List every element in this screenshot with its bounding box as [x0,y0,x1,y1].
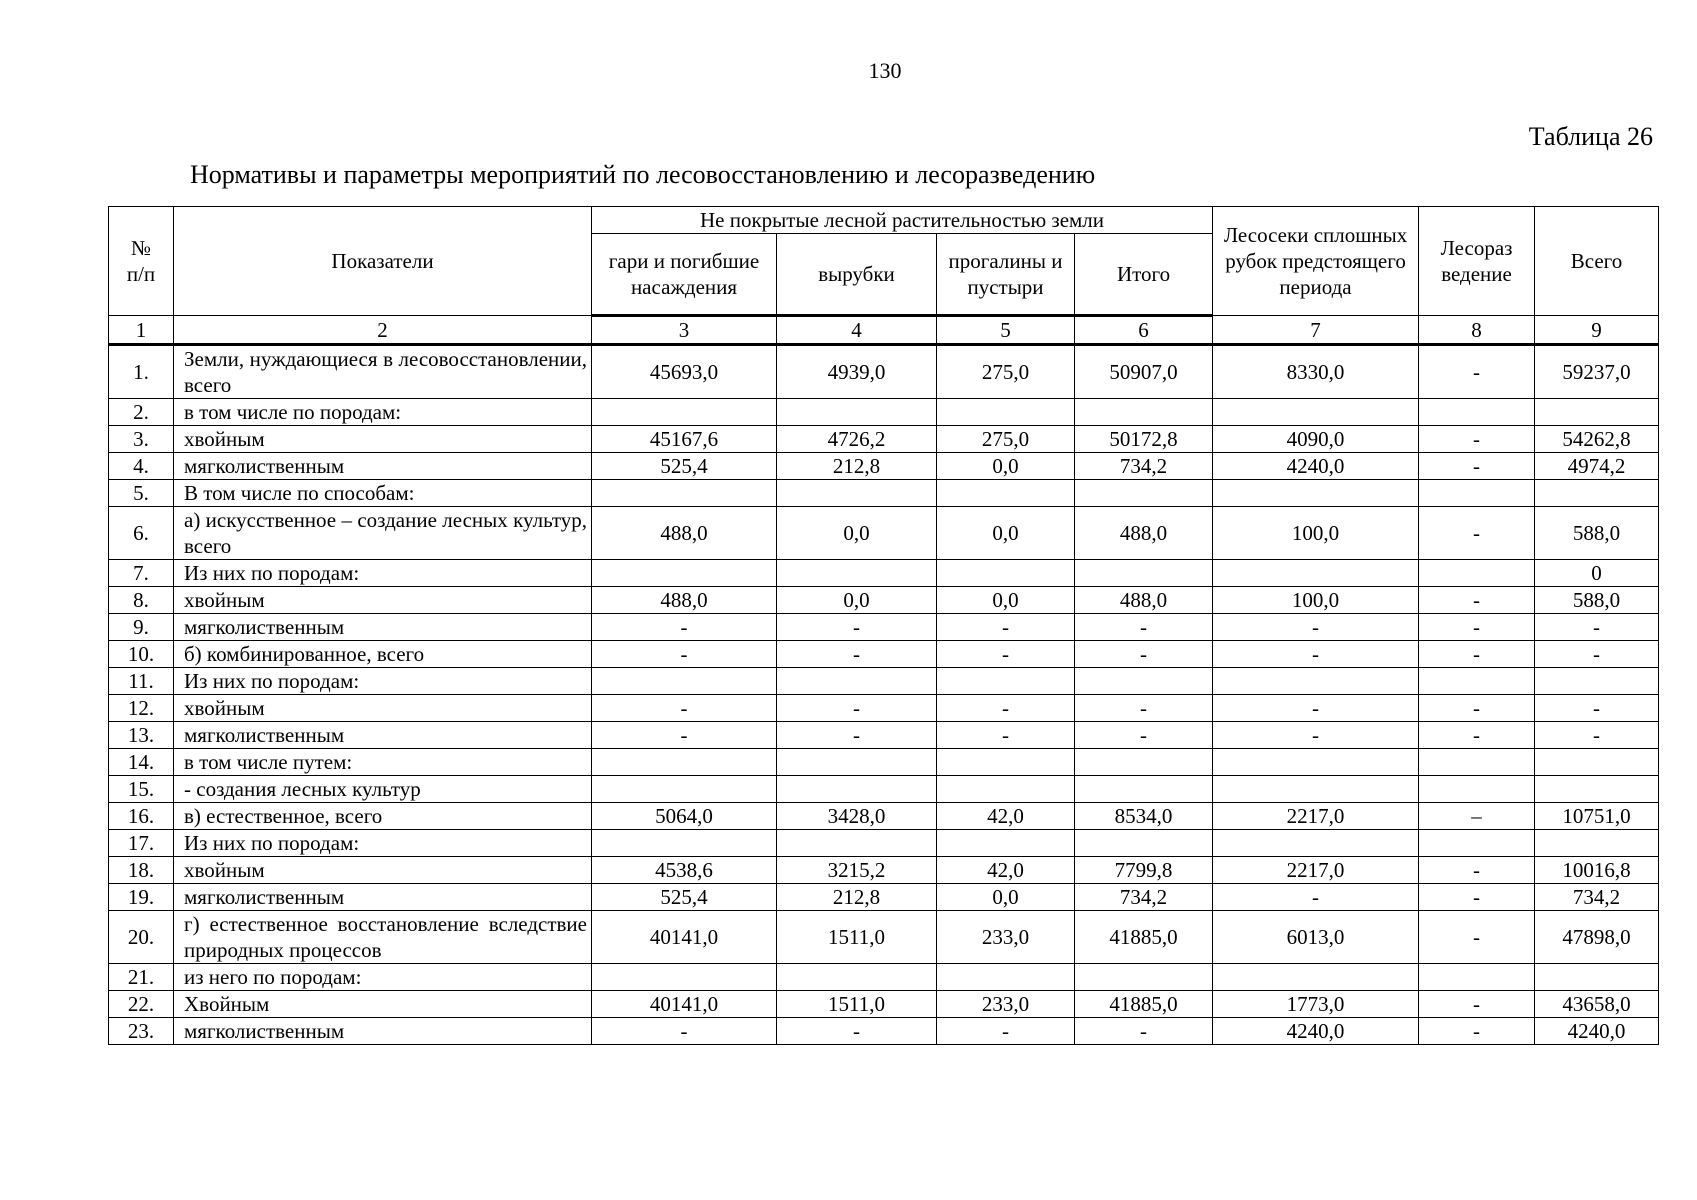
row-value: 275,0 [937,345,1075,399]
row-value: - [1535,641,1659,668]
row-value [1535,830,1659,857]
norms-table [108,206,1659,1045]
row-value: 588,0 [1535,507,1659,560]
header-col3: гари и погибшие насаждения [592,234,777,316]
table-row [109,776,1659,803]
table-row [109,884,1659,911]
row-indicator: в) естественное, всего [174,803,592,830]
row-value [1419,830,1535,857]
row-number: 21. [109,964,174,991]
table-label: Таблица 26 [1528,122,1653,151]
header-col5: прогалины и пустыри [937,234,1075,316]
row-value: 1511,0 [777,991,937,1018]
row-value: - [592,1018,777,1045]
row-indicator: г) естественное восстановление вследствие природных процессов [174,911,592,964]
row-value [937,830,1075,857]
row-value [777,560,937,587]
row-value: - [1075,641,1213,668]
table-body [109,316,1659,1045]
table-row [109,911,1659,964]
row-value [592,830,777,857]
row-value: - [777,614,937,641]
row-value [1213,749,1419,776]
row-value: - [937,695,1075,722]
row-value: 43658,0 [1535,991,1659,1018]
row-value: 488,0 [1075,587,1213,614]
row-indicator: Из них по породам: [174,830,592,857]
row-number: 22. [109,991,174,1018]
column-number: 4 [777,316,937,345]
header-col7: Лесосеки сплошных рубок предстоящего периода [1213,207,1419,316]
row-number: 2. [109,399,174,426]
row-value [1419,776,1535,803]
row-value [1075,749,1213,776]
row-value [777,399,937,426]
row-value: - [1213,641,1419,668]
row-value: - [592,695,777,722]
table-row [109,453,1659,480]
row-value: – [1419,803,1535,830]
table-row [109,857,1659,884]
row-value: - [937,722,1075,749]
row-number: 6. [109,507,174,560]
table-row [109,641,1659,668]
table-row [109,991,1659,1018]
row-value: 47898,0 [1535,911,1659,964]
header-col8: Лесораз ведение [1419,207,1535,316]
row-number: 8. [109,587,174,614]
row-value [937,668,1075,695]
row-value: 275,0 [937,426,1075,453]
row-indicator: - создания лесных культур [174,776,592,803]
row-number: 14. [109,749,174,776]
row-indicator: хвойным [174,426,592,453]
row-value [592,399,777,426]
row-value [1419,399,1535,426]
table-row [109,587,1659,614]
row-indicator: Хвойным [174,991,592,1018]
row-value: 0,0 [937,884,1075,911]
row-value: 3215,2 [777,857,937,884]
row-value [937,480,1075,507]
row-value: - [1419,587,1535,614]
row-value: 4974,2 [1535,453,1659,480]
row-value: - [1419,453,1535,480]
row-value: - [1419,857,1535,884]
row-value [592,776,777,803]
row-number: 3. [109,426,174,453]
row-value: 4240,0 [1213,1018,1419,1045]
row-value: 4726,2 [777,426,937,453]
row-indicator: Земли, нуждающиеся в лесовосстановлении, всего [174,345,592,399]
row-value [1419,560,1535,587]
row-value: - [1419,991,1535,1018]
row-number: 13. [109,722,174,749]
table-row [109,345,1659,399]
row-value [592,749,777,776]
row-value: 212,8 [777,884,937,911]
row-value: - [1419,911,1535,964]
row-value: - [1419,507,1535,560]
row-number: 15. [109,776,174,803]
row-value: 4538,6 [592,857,777,884]
row-value: - [1213,614,1419,641]
row-number: 9. [109,614,174,641]
row-value: - [592,641,777,668]
row-value: - [937,1018,1075,1045]
row-number: 23. [109,1018,174,1045]
row-value: - [777,695,937,722]
table-row [109,507,1659,560]
column-number: 5 [937,316,1075,345]
row-value [1075,480,1213,507]
row-value [592,964,777,991]
row-value: 2217,0 [1213,857,1419,884]
row-value [937,560,1075,587]
row-value: 8330,0 [1213,345,1419,399]
row-value: - [1213,722,1419,749]
row-value: - [1213,884,1419,911]
row-value: 0,0 [777,587,937,614]
column-number: 6 [1075,316,1213,345]
row-value [937,776,1075,803]
row-value [1419,480,1535,507]
row-value: 4939,0 [777,345,937,399]
row-value: 2217,0 [1213,803,1419,830]
row-value [777,749,937,776]
row-number: 20. [109,911,174,964]
row-indicator: мягколиственным [174,453,592,480]
row-indicator: мягколиственным [174,884,592,911]
row-value [1075,964,1213,991]
row-indicator: В том числе по способам: [174,480,592,507]
row-indicator: в том числе по породам: [174,399,592,426]
row-value: - [1535,614,1659,641]
row-indicator: мягколиственным [174,722,592,749]
row-value: - [1419,722,1535,749]
row-value: 100,0 [1213,587,1419,614]
row-value: - [1419,426,1535,453]
row-value: 488,0 [1075,507,1213,560]
row-value: - [592,722,777,749]
row-value: 0 [1535,560,1659,587]
row-number: 18. [109,857,174,884]
row-value: 50907,0 [1075,345,1213,399]
row-value: - [1075,695,1213,722]
header-col6: Итого [1075,234,1213,316]
row-value: 6013,0 [1213,911,1419,964]
row-value [1535,399,1659,426]
row-value: 4240,0 [1535,1018,1659,1045]
table-row [109,560,1659,587]
page-number: 130 [868,58,902,83]
row-value: - [777,722,937,749]
row-value: 8534,0 [1075,803,1213,830]
row-number: 16. [109,803,174,830]
table-row [109,399,1659,426]
row-value [1213,668,1419,695]
row-indicator: в том числе путем: [174,749,592,776]
row-value: - [1535,722,1659,749]
row-indicator: хвойным [174,587,592,614]
row-number: 7. [109,560,174,587]
row-number: 4. [109,453,174,480]
row-value: 45167,6 [592,426,777,453]
table-row [109,426,1659,453]
column-number: 3 [592,316,777,345]
row-number: 11. [109,668,174,695]
row-value [1535,964,1659,991]
row-value: 1511,0 [777,911,937,964]
row-number: 5. [109,480,174,507]
row-value [937,964,1075,991]
row-value [592,668,777,695]
row-indicator: Из них по породам: [174,668,592,695]
header-num: № п/п [109,207,174,316]
row-number: 17. [109,830,174,857]
row-value [777,668,937,695]
row-value: 40141,0 [592,991,777,1018]
row-indicator: мягколиственным [174,1018,592,1045]
row-value [1535,776,1659,803]
row-value: 100,0 [1213,507,1419,560]
table-row [109,695,1659,722]
row-value: 525,4 [592,453,777,480]
row-value: 4240,0 [1213,453,1419,480]
row-value: 0,0 [777,507,937,560]
row-value: - [1075,614,1213,641]
row-value: 54262,8 [1535,426,1659,453]
row-number: 1. [109,345,174,399]
row-value: - [1419,614,1535,641]
row-value [592,480,777,507]
column-number: 7 [1213,316,1419,345]
row-indicator: Из них по породам: [174,560,592,587]
row-value: 233,0 [937,991,1075,1018]
table-row [109,614,1659,641]
row-value: - [1419,884,1535,911]
row-value: 50172,8 [1075,426,1213,453]
row-value: 0,0 [937,587,1075,614]
row-value [937,399,1075,426]
row-value: 40141,0 [592,911,777,964]
row-value: 1773,0 [1213,991,1419,1018]
row-value: 59237,0 [1535,345,1659,399]
row-number: 19. [109,884,174,911]
row-value: 41885,0 [1075,991,1213,1018]
row-value: 5064,0 [592,803,777,830]
column-number: 9 [1535,316,1659,345]
table-row [109,722,1659,749]
table-row [109,480,1659,507]
row-value [1213,830,1419,857]
row-value [1075,399,1213,426]
row-indicator: из него по породам: [174,964,592,991]
row-value: 588,0 [1535,587,1659,614]
row-value [937,749,1075,776]
document-title: Нормативы и параметры мероприятий по лесовосстановлению и лесоразведению [190,160,1096,189]
row-value: - [1419,641,1535,668]
row-indicator: хвойным [174,695,592,722]
header-group-uncovered-land: Не покрытые лесной растительностью земли [592,207,1213,234]
row-value [1419,749,1535,776]
row-value [777,480,937,507]
table-row [109,668,1659,695]
row-value [1075,668,1213,695]
row-value: 41885,0 [1075,911,1213,964]
row-value [777,964,937,991]
row-value: 734,2 [1075,453,1213,480]
row-value: 7799,8 [1075,857,1213,884]
column-numbers-row [109,316,1659,345]
row-value: - [592,614,777,641]
row-value [1535,749,1659,776]
row-value [777,830,937,857]
row-indicator: хвойным [174,857,592,884]
row-value: - [1419,1018,1535,1045]
row-value: - [1213,695,1419,722]
row-value: 42,0 [937,803,1075,830]
row-value: 4090,0 [1213,426,1419,453]
row-value [1075,830,1213,857]
row-value: 45693,0 [592,345,777,399]
column-number: 8 [1419,316,1535,345]
row-value: 488,0 [592,507,777,560]
row-value [1213,480,1419,507]
row-value [1213,964,1419,991]
column-number: 1 [109,316,174,345]
row-number: 10. [109,641,174,668]
table-row [109,803,1659,830]
table-row [109,830,1659,857]
row-value: 525,4 [592,884,777,911]
row-value: 233,0 [937,911,1075,964]
row-value: 0,0 [937,453,1075,480]
row-value: - [777,641,937,668]
row-value [1535,480,1659,507]
row-value: 42,0 [937,857,1075,884]
row-indicator: б) комбинированное, всего [174,641,592,668]
row-value: 734,2 [1075,884,1213,911]
row-value: - [1535,695,1659,722]
row-value: 10016,8 [1535,857,1659,884]
row-value: 734,2 [1535,884,1659,911]
row-value: - [937,614,1075,641]
row-value: - [1419,695,1535,722]
header-col9: Всего [1535,207,1659,316]
row-value: - [1075,722,1213,749]
header-indicator: Показатели [174,207,592,316]
table-row [109,1018,1659,1045]
row-value [592,560,777,587]
header-col4: вырубки [777,234,937,316]
row-value [1075,560,1213,587]
row-value: - [1419,345,1535,399]
row-value [777,776,937,803]
row-value: - [777,1018,937,1045]
row-value [1535,668,1659,695]
row-value: 0,0 [937,507,1075,560]
row-value: - [1075,1018,1213,1045]
table-row [109,964,1659,991]
row-value [1419,668,1535,695]
row-number: 12. [109,695,174,722]
row-value: - [937,641,1075,668]
row-value: 10751,0 [1535,803,1659,830]
row-value [1075,776,1213,803]
row-value: 488,0 [592,587,777,614]
row-indicator: а) искусственное – создание лесных культур, всего [174,507,592,560]
row-value [1213,560,1419,587]
column-number: 2 [174,316,592,345]
row-value: 212,8 [777,453,937,480]
row-indicator: мягколиственным [174,614,592,641]
row-value [1213,776,1419,803]
row-value: 3428,0 [777,803,937,830]
row-value [1419,964,1535,991]
table-row [109,749,1659,776]
row-value [1213,399,1419,426]
